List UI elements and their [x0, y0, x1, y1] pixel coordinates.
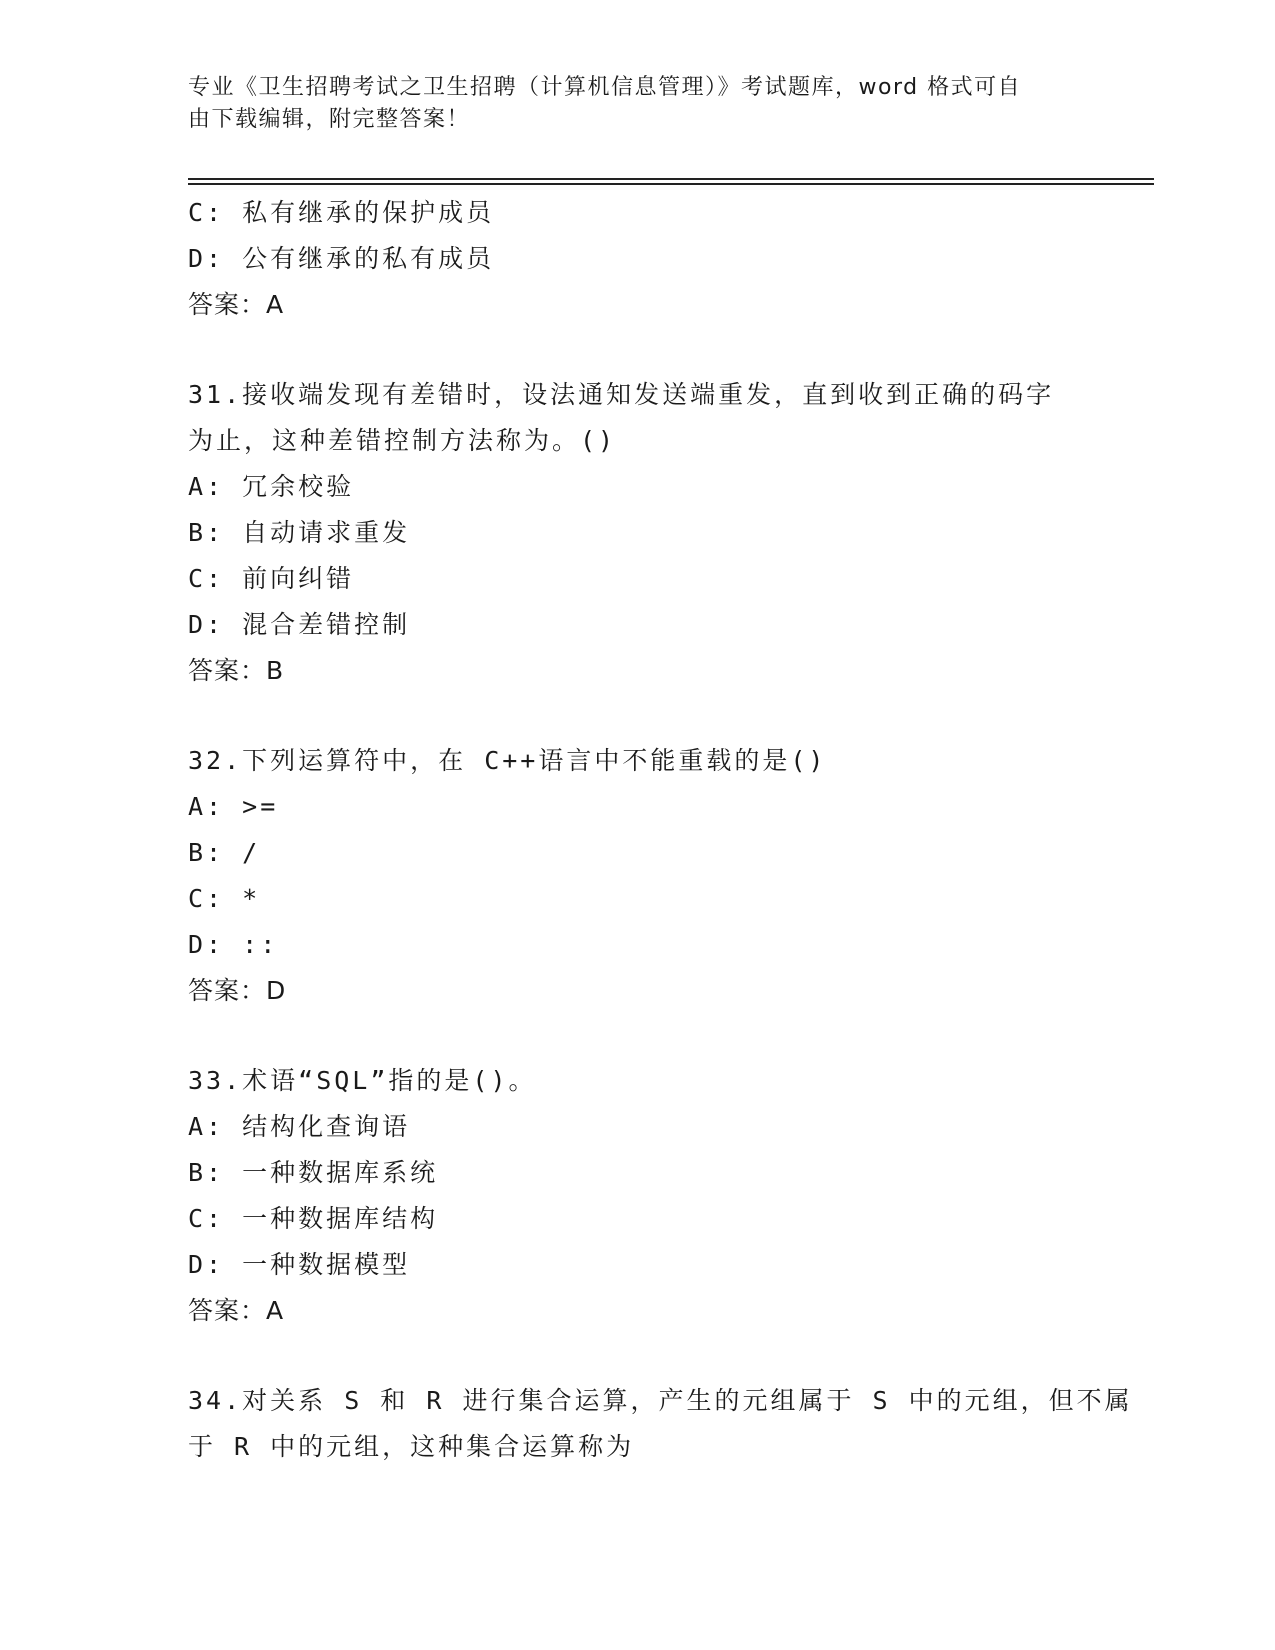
- header-divider-bottom: [188, 183, 1154, 185]
- question-list: [188, 190, 1133, 1470]
- document-header: [188, 72, 1068, 136]
- option-d: D: 一种数据模型: [188, 1250, 411, 1279]
- answer: 答案：A: [188, 290, 285, 319]
- option-c: C: *: [188, 884, 261, 913]
- header-divider-top: [188, 178, 1154, 180]
- option-b: B: 自动请求重发: [188, 518, 411, 547]
- option-c: C: 前向纠错: [188, 564, 355, 593]
- previous-question-tail: [188, 190, 1088, 328]
- option-d: D: ::: [188, 930, 279, 959]
- option-d: D: 混合差错控制: [188, 610, 411, 639]
- question-stem-line-2: 为止，这种差错控制方法称为。(): [188, 426, 617, 455]
- option-a: A: 冗余校验: [188, 472, 355, 501]
- option-b: B: 一种数据库系统: [188, 1158, 439, 1187]
- question-32: [188, 738, 1088, 1014]
- header-line-1: 专业《卫生招聘考试之卫生招聘（计算机信息管理）》考试题库，word 格式可自: [188, 75, 1022, 100]
- question-34: [188, 1378, 1133, 1470]
- option-a: A: >=: [188, 792, 279, 821]
- question-31: [188, 372, 1088, 694]
- answer: 答案：B: [188, 656, 285, 685]
- option-c: C: 私有继承的保护成员: [188, 198, 495, 227]
- option-b: B: /: [188, 838, 261, 867]
- option-a: A: 结构化查询语: [188, 1112, 411, 1141]
- option-d: D: 公有继承的私有成员: [188, 244, 495, 273]
- answer: 答案：A: [188, 1296, 285, 1325]
- answer: 答案：D: [188, 976, 287, 1005]
- question-stem-line-1: 32.下列运算符中，在 C++语言中不能重载的是(): [188, 746, 827, 775]
- question-stem-line-1: 34.对关系 S 和 R 进行集合运算，产生的元组属于 S 中的元组，但不属: [188, 1386, 1133, 1415]
- question-stem-line-1: 33.术语“SQL”指的是()。: [188, 1066, 537, 1095]
- option-c: C: 一种数据库结构: [188, 1204, 439, 1233]
- question-stem-line-2: 于 R 中的元组，这种集合运算称为: [188, 1432, 635, 1461]
- question-33: [188, 1058, 1088, 1334]
- header-line-2: 由下载编辑，附完整答案！: [188, 107, 471, 132]
- question-stem-line-1: 31.接收端发现有差错时，设法通知发送端重发，直到收到正确的码字: [188, 380, 1055, 409]
